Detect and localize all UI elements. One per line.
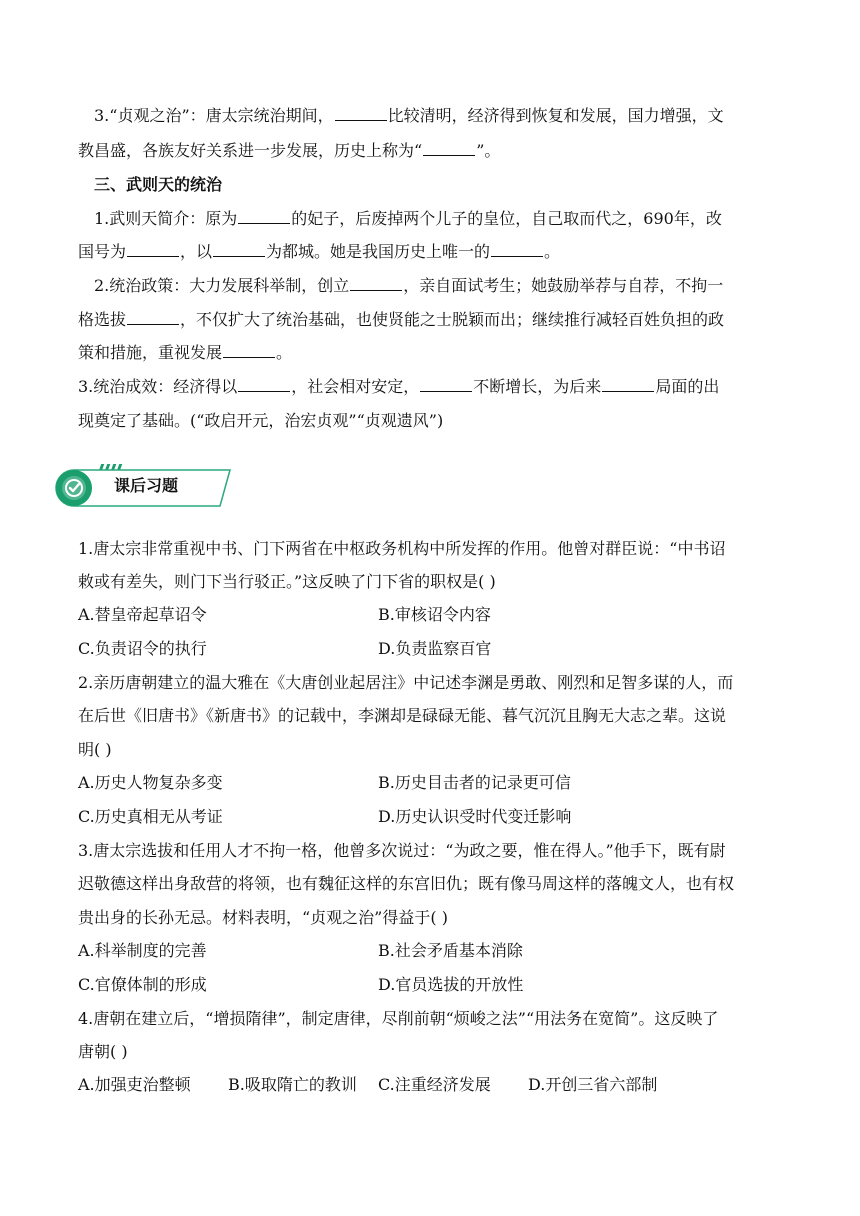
fill-blank[interactable] [491, 242, 543, 257]
q2-option-a[interactable]: A.历史人物复杂多变 [78, 773, 223, 792]
exercises-badge [52, 462, 242, 512]
q3-line3: 贵出身的长孙无忌。材料表明，“贞观之治”得益于( ) [78, 908, 448, 927]
check-circle-icon [62, 476, 86, 500]
para2-line2 [78, 308, 724, 332]
text: 策和措施，重视发展 [78, 343, 223, 362]
badge-dashes [99, 464, 122, 470]
text: 3.统治成效：经济得以 [78, 377, 238, 396]
q1-option-d[interactable]: D.负责监察百官 [378, 639, 492, 658]
text: 。 [544, 242, 561, 261]
fill-blank[interactable] [335, 106, 387, 121]
q3-line2: 迟敬德这样出身敌营的将领，也有魏征这样的东宫旧仇；既有像马周这样的落魄文人，也有权 [78, 874, 735, 893]
text: ”。 [476, 141, 501, 160]
para3-line2: 现奠定了基础。(“政启开元，治宏贞观”“贞观遗风”) [78, 411, 444, 430]
q4-option-b[interactable]: B.吸取隋亡的教训 [228, 1075, 357, 1094]
q3-option-c[interactable]: C.官僚体制的形成 [78, 975, 207, 994]
text: 国号为 [78, 242, 127, 261]
para1-line2 [78, 240, 560, 264]
q2-option-b[interactable]: B.历史目击者的记录更可信 [378, 773, 571, 792]
fill-blank[interactable] [127, 310, 179, 325]
q4-line2: 唐朝( ) [78, 1042, 128, 1061]
para1-line1 [94, 207, 722, 231]
q3-line1: 3.唐太宗选拔和任用人才不拘一格，他曾多次说过：“为政之要，惟在得人。”他手下，既有尉 [78, 841, 726, 860]
q1-line1: 1.唐太宗非常重视中书、门下两省在中枢政务机构中所发挥的作用。他曾对群臣说：“中书诏 [78, 539, 726, 558]
para2-line1 [94, 274, 723, 298]
q2-line3: 明( ) [78, 740, 112, 759]
text: 的妃子，后废掉两个儿子的皇位，自己取而代之，690年，改 [291, 209, 722, 228]
fill-blank[interactable] [602, 377, 654, 392]
item3-line2 [78, 139, 500, 163]
q2-line2: 在后世《旧唐书》《新唐书》的记载中，李渊却是碌碌无能、暮气沉沉且胸无大志之辈。这说 [78, 706, 727, 725]
q4-option-c[interactable]: C.注重经济发展 [378, 1075, 491, 1094]
q2-line1: 2.亲历唐朝建立的温大雅在《大唐创业起居注》中记述李渊是勇敢、刚烈和足智多谋的人，而 [78, 673, 734, 692]
badge-label: 课后习题 [114, 476, 179, 495]
text: 不断增长，为后来 [473, 377, 602, 396]
text: 。 [276, 343, 293, 362]
para3-line1 [78, 375, 719, 399]
text: ，亲自面试考生；她鼓励举荐与自荐，不拘一 [403, 276, 724, 295]
text: 格选拔 [78, 310, 127, 329]
fill-blank[interactable] [420, 377, 472, 392]
text: 3.“贞观之治”：唐太宗统治期间， [94, 106, 334, 125]
fill-blank[interactable] [423, 141, 475, 156]
text: 比较清明，经济得到恢复和发展，国力增强，文 [387, 106, 724, 125]
text: ，不仅扩大了统治基础，也使贤能之士脱颖而出；继续推行减轻百姓负担的政 [180, 310, 725, 329]
q4-option-d[interactable]: D.开创三省六部制 [528, 1075, 658, 1094]
fill-blank[interactable] [127, 242, 179, 257]
q4-line1: 4.唐朝在建立后，“增损隋律”，制定唐律，尽削前朝“烦峻之法”“用法务在宽简”。这反映了 [78, 1009, 719, 1028]
text: 局面的出 [655, 377, 720, 396]
item3-line1 [94, 104, 724, 128]
q3-option-b[interactable]: B.社会矛盾基本消除 [378, 941, 523, 960]
para2-line3 [78, 341, 292, 365]
text: 为都城。她是我国历史上唯一的 [266, 242, 491, 261]
q2-option-d[interactable]: D.历史认识受时代变迁影响 [378, 807, 572, 826]
q1-option-c[interactable]: C.负责诏令的执行 [78, 639, 207, 658]
q4-option-a[interactable]: A.加强吏治整顿 [78, 1075, 191, 1094]
fill-blank[interactable] [213, 242, 265, 257]
q3-option-d[interactable]: D.官员选拔的开放性 [378, 975, 524, 994]
fill-blank[interactable] [350, 276, 402, 291]
q3-option-a[interactable]: A.科举制度的完善 [78, 941, 207, 960]
text: ，以 [180, 242, 213, 261]
q1-option-a[interactable]: A.替皇帝起草诏令 [78, 605, 207, 624]
text: 2.统治政策：大力发展科举制，创立 [94, 276, 350, 295]
q2-option-c[interactable]: C.历史真相无从考证 [78, 807, 223, 826]
text: 教昌盛，各族友好关系进一步发展，历史上称为“ [78, 141, 423, 160]
q1-option-b[interactable]: B.审核诏令内容 [378, 605, 491, 624]
text: ，社会相对安定， [291, 377, 420, 396]
fill-blank[interactable] [238, 209, 290, 224]
text: 1.武则天简介：原为 [94, 209, 238, 228]
section-heading: 三、武则天的统治 [94, 175, 223, 194]
q1-line2: 敕或有差失，则门下当行驳正。”这反映了门下省的职权是( ) [78, 572, 496, 591]
fill-blank[interactable] [238, 377, 290, 392]
fill-blank[interactable] [223, 343, 275, 358]
